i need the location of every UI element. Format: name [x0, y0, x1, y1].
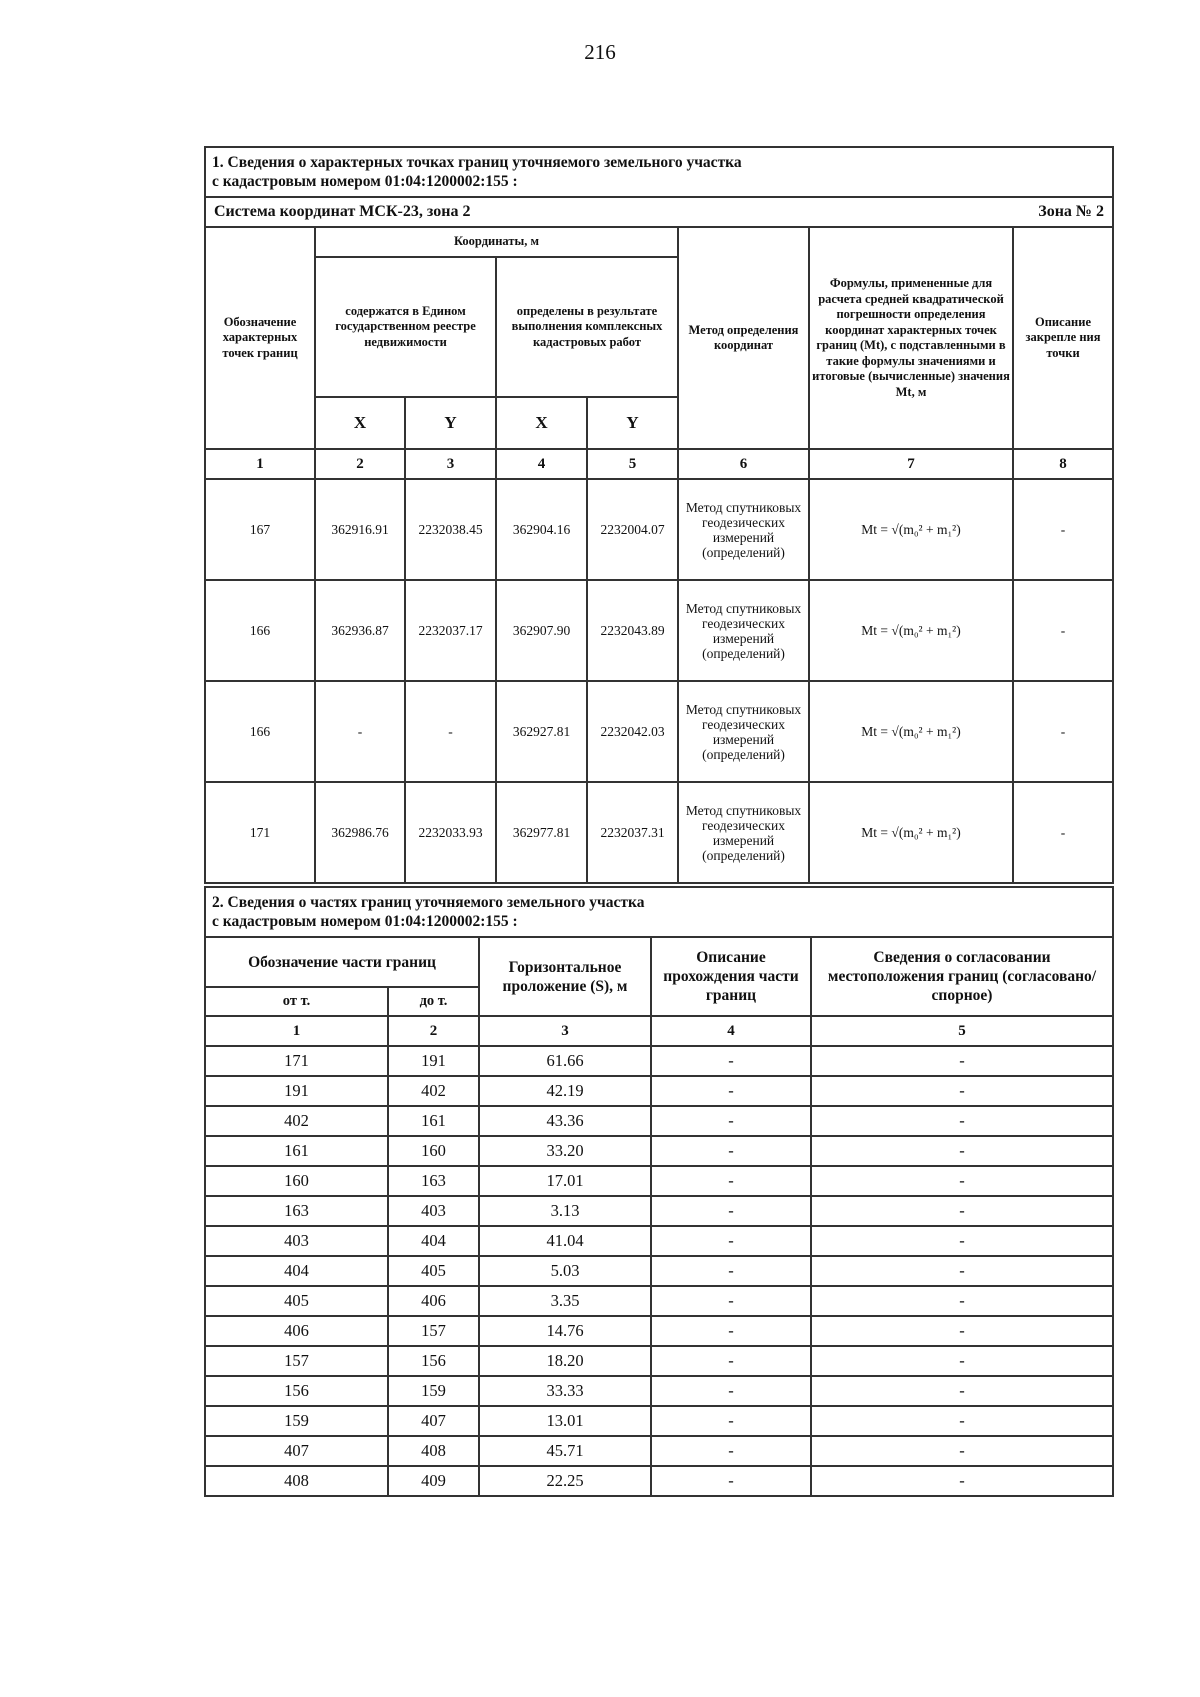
from-point: 159: [205, 1406, 388, 1436]
segment-length: 3.13: [479, 1196, 651, 1226]
segment-agreement: -: [811, 1466, 1113, 1496]
to-point: 160: [388, 1136, 479, 1166]
to-point: 156: [388, 1346, 479, 1376]
formula: Mt = √(m₀² + m₁²): [809, 479, 1013, 580]
segment-length: 45.71: [479, 1436, 651, 1466]
segment-agreement: -: [811, 1436, 1113, 1466]
from-point: 160: [205, 1166, 388, 1196]
table-row: [205, 1466, 1113, 1496]
formula: Mt = √(m₀² + m₁²): [809, 782, 1013, 883]
y-egrn: 2232038.45: [405, 479, 496, 580]
zone-label: Зона № 2: [1038, 203, 1105, 220]
y-egrn: 2232033.93: [405, 782, 496, 883]
table-row: [205, 1076, 1113, 1106]
column-numbers-row: [205, 1016, 1113, 1046]
y-complex: 2232037.31: [587, 782, 678, 883]
from-point: 402: [205, 1106, 388, 1136]
segment-length: 3.35: [479, 1286, 651, 1316]
from-point: 156: [205, 1376, 388, 1406]
table-row: [205, 1166, 1113, 1196]
y-complex: 2232043.89: [587, 580, 678, 681]
point-id: 166: [205, 580, 315, 681]
to-point: 406: [388, 1286, 479, 1316]
header-y2: Y: [587, 397, 678, 449]
to-point: 404: [388, 1226, 479, 1256]
x-egrn: 362986.76: [315, 782, 405, 883]
segment-desc: -: [651, 1256, 811, 1286]
segment-agreement: -: [811, 1376, 1113, 1406]
from-point: 171: [205, 1046, 388, 1076]
header-coords: Координаты, м: [315, 227, 678, 257]
point-id: 171: [205, 782, 315, 883]
table-row: [205, 1436, 1113, 1466]
segment-agreement: -: [811, 1166, 1113, 1196]
from-point: 163: [205, 1196, 388, 1226]
segment-desc: -: [651, 1436, 811, 1466]
segment-desc: -: [651, 1106, 811, 1136]
section1-title: [205, 147, 1113, 197]
to-point: 407: [388, 1406, 479, 1436]
segment-desc: -: [651, 1226, 811, 1256]
table-row: [205, 1286, 1113, 1316]
method: Метод спутниковых геодезических измерений (определений): [678, 782, 809, 883]
table-row: [205, 479, 1113, 580]
header-method: Метод определения координат: [678, 227, 809, 449]
segment-length: 5.03: [479, 1256, 651, 1286]
from-point: 191: [205, 1076, 388, 1106]
col-number: 4: [496, 449, 587, 479]
table-row: [205, 1136, 1113, 1166]
table-row: [205, 1376, 1113, 1406]
from-point: 407: [205, 1436, 388, 1466]
point-desc: -: [1013, 479, 1113, 580]
table-row: [205, 580, 1113, 681]
method: Метод спутниковых геодезических измерений (определений): [678, 681, 809, 782]
header-to: до т.: [388, 987, 479, 1016]
segment-length: 42.19: [479, 1076, 651, 1106]
segment-length: 43.36: [479, 1106, 651, 1136]
segment-desc: -: [651, 1166, 811, 1196]
to-point: 191: [388, 1046, 479, 1076]
to-point: 157: [388, 1316, 479, 1346]
x-complex: 362907.90: [496, 580, 587, 681]
from-point: 157: [205, 1346, 388, 1376]
point-desc: -: [1013, 580, 1113, 681]
segment-length: 61.66: [479, 1046, 651, 1076]
table-row: [205, 1196, 1113, 1226]
header-x1: X: [315, 397, 405, 449]
section1-title-line1: 1. Сведения о характерных точках границ уточняемого земельного участка: [212, 154, 742, 171]
point-id: 166: [205, 681, 315, 782]
to-point: 161: [388, 1106, 479, 1136]
header-desc: Описание закрепле ния точки: [1013, 227, 1113, 449]
to-point: 403: [388, 1196, 479, 1226]
header-egrn: содержатся в Едином государственном реестре недвижимости: [315, 257, 496, 397]
formula: Mt = √(m₀² + m₁²): [809, 681, 1013, 782]
table-row: [205, 1106, 1113, 1136]
header-part-desc: Описание прохождения части границ: [651, 937, 811, 1016]
col-number: 5: [587, 449, 678, 479]
header-part: Обозначение части границ: [205, 937, 479, 987]
coord-system-row: [205, 197, 1113, 227]
point-id: 167: [205, 479, 315, 580]
from-point: 161: [205, 1136, 388, 1166]
table-row: [205, 1226, 1113, 1256]
col-number: 2: [388, 1016, 479, 1046]
segment-agreement: -: [811, 1256, 1113, 1286]
parts-body: [205, 1046, 1113, 1496]
table-row: [205, 1346, 1113, 1376]
segment-length: 18.20: [479, 1346, 651, 1376]
segment-length: 41.04: [479, 1226, 651, 1256]
section2-title-line2: с кадастровым номером 01:04:1200002:155 :: [212, 913, 518, 930]
to-point: 408: [388, 1436, 479, 1466]
segment-agreement: -: [811, 1346, 1113, 1376]
header-agreement: Сведения о согласовании местоположения границ (согласовано/спорное): [811, 937, 1113, 1016]
col-number: 2: [315, 449, 405, 479]
to-point: 159: [388, 1376, 479, 1406]
boundary-points-table: [204, 146, 1114, 884]
column-numbers-row: [205, 449, 1113, 479]
col-number: 8: [1013, 449, 1113, 479]
table-row: [205, 1046, 1113, 1076]
col-number: 7: [809, 449, 1013, 479]
segment-desc: -: [651, 1046, 811, 1076]
segment-agreement: -: [811, 1106, 1113, 1136]
table-row: [205, 782, 1113, 883]
method: Метод спутниковых геодезических измерений (определений): [678, 479, 809, 580]
x-egrn: -: [315, 681, 405, 782]
point-desc: -: [1013, 782, 1113, 883]
table-row: [205, 1256, 1113, 1286]
table-row: [205, 681, 1113, 782]
segment-agreement: -: [811, 1226, 1113, 1256]
col-number: 5: [811, 1016, 1113, 1046]
segment-agreement: -: [811, 1046, 1113, 1076]
boundary-parts-table: [204, 886, 1114, 1497]
segment-agreement: -: [811, 1196, 1113, 1226]
segment-length: 33.33: [479, 1376, 651, 1406]
segment-desc: -: [651, 1196, 811, 1226]
segment-length: 22.25: [479, 1466, 651, 1496]
segment-desc: -: [651, 1136, 811, 1166]
segment-length: 17.01: [479, 1166, 651, 1196]
segment-length: 14.76: [479, 1316, 651, 1346]
to-point: 402: [388, 1076, 479, 1106]
col-number: 1: [205, 449, 315, 479]
header-point: Обозначение характерных точек границ: [205, 227, 315, 449]
section2-title-line1: 2. Сведения о частях границ уточняемого земельного участка: [212, 894, 645, 911]
to-point: 163: [388, 1166, 479, 1196]
segment-agreement: -: [811, 1406, 1113, 1436]
segment-desc: -: [651, 1346, 811, 1376]
col-number: 6: [678, 449, 809, 479]
x-egrn: 362936.87: [315, 580, 405, 681]
segment-length: 13.01: [479, 1406, 651, 1436]
header-y1: Y: [405, 397, 496, 449]
section2-title: [205, 887, 1113, 937]
x-complex: 362927.81: [496, 681, 587, 782]
y-complex: 2232042.03: [587, 681, 678, 782]
from-point: 404: [205, 1256, 388, 1286]
section1-title-line2: с кадастровым номером 01:04:1200002:155 :: [212, 173, 518, 190]
header-length: Горизонтальное проложение (S), м: [479, 937, 651, 1016]
from-point: 406: [205, 1316, 388, 1346]
col-number: 1: [205, 1016, 388, 1046]
segment-agreement: -: [811, 1286, 1113, 1316]
segment-desc: -: [651, 1076, 811, 1106]
segment-agreement: -: [811, 1076, 1113, 1106]
coord-system: Система координат МСК-23, зона 2: [214, 203, 471, 220]
to-point: 405: [388, 1256, 479, 1286]
formula: Mt = √(m₀² + m₁²): [809, 580, 1013, 681]
from-point: 405: [205, 1286, 388, 1316]
table-row: [205, 1316, 1113, 1346]
col-number: 4: [651, 1016, 811, 1046]
x-complex: 362904.16: [496, 479, 587, 580]
x-complex: 362977.81: [496, 782, 587, 883]
table-row: [205, 1406, 1113, 1436]
segment-agreement: -: [811, 1136, 1113, 1166]
y-egrn: -: [405, 681, 496, 782]
col-number: 3: [479, 1016, 651, 1046]
to-point: 409: [388, 1466, 479, 1496]
header-complex: определены в результате выполнения комплексных кадастровых работ: [496, 257, 678, 397]
segment-desc: -: [651, 1376, 811, 1406]
header-from: от т.: [205, 987, 388, 1016]
segment-length: 33.20: [479, 1136, 651, 1166]
from-point: 408: [205, 1466, 388, 1496]
y-egrn: 2232037.17: [405, 580, 496, 681]
x-egrn: 362916.91: [315, 479, 405, 580]
segment-desc: -: [651, 1406, 811, 1436]
y-complex: 2232004.07: [587, 479, 678, 580]
header-x2: X: [496, 397, 587, 449]
method: Метод спутниковых геодезических измерений (определений): [678, 580, 809, 681]
segment-desc: -: [651, 1316, 811, 1346]
segment-desc: -: [651, 1466, 811, 1496]
segment-agreement: -: [811, 1316, 1113, 1346]
from-point: 403: [205, 1226, 388, 1256]
page-number: 216: [584, 40, 616, 64]
segment-desc: -: [651, 1286, 811, 1316]
header-formula: Формулы, примененные для расчета средней квадратической погрешности определения координат характерных точек границ (Mt), с подставленными в такие формулы значениями и итоговые (вычисленные) значения Mt, м: [809, 227, 1013, 449]
point-desc: -: [1013, 681, 1113, 782]
col-number: 3: [405, 449, 496, 479]
